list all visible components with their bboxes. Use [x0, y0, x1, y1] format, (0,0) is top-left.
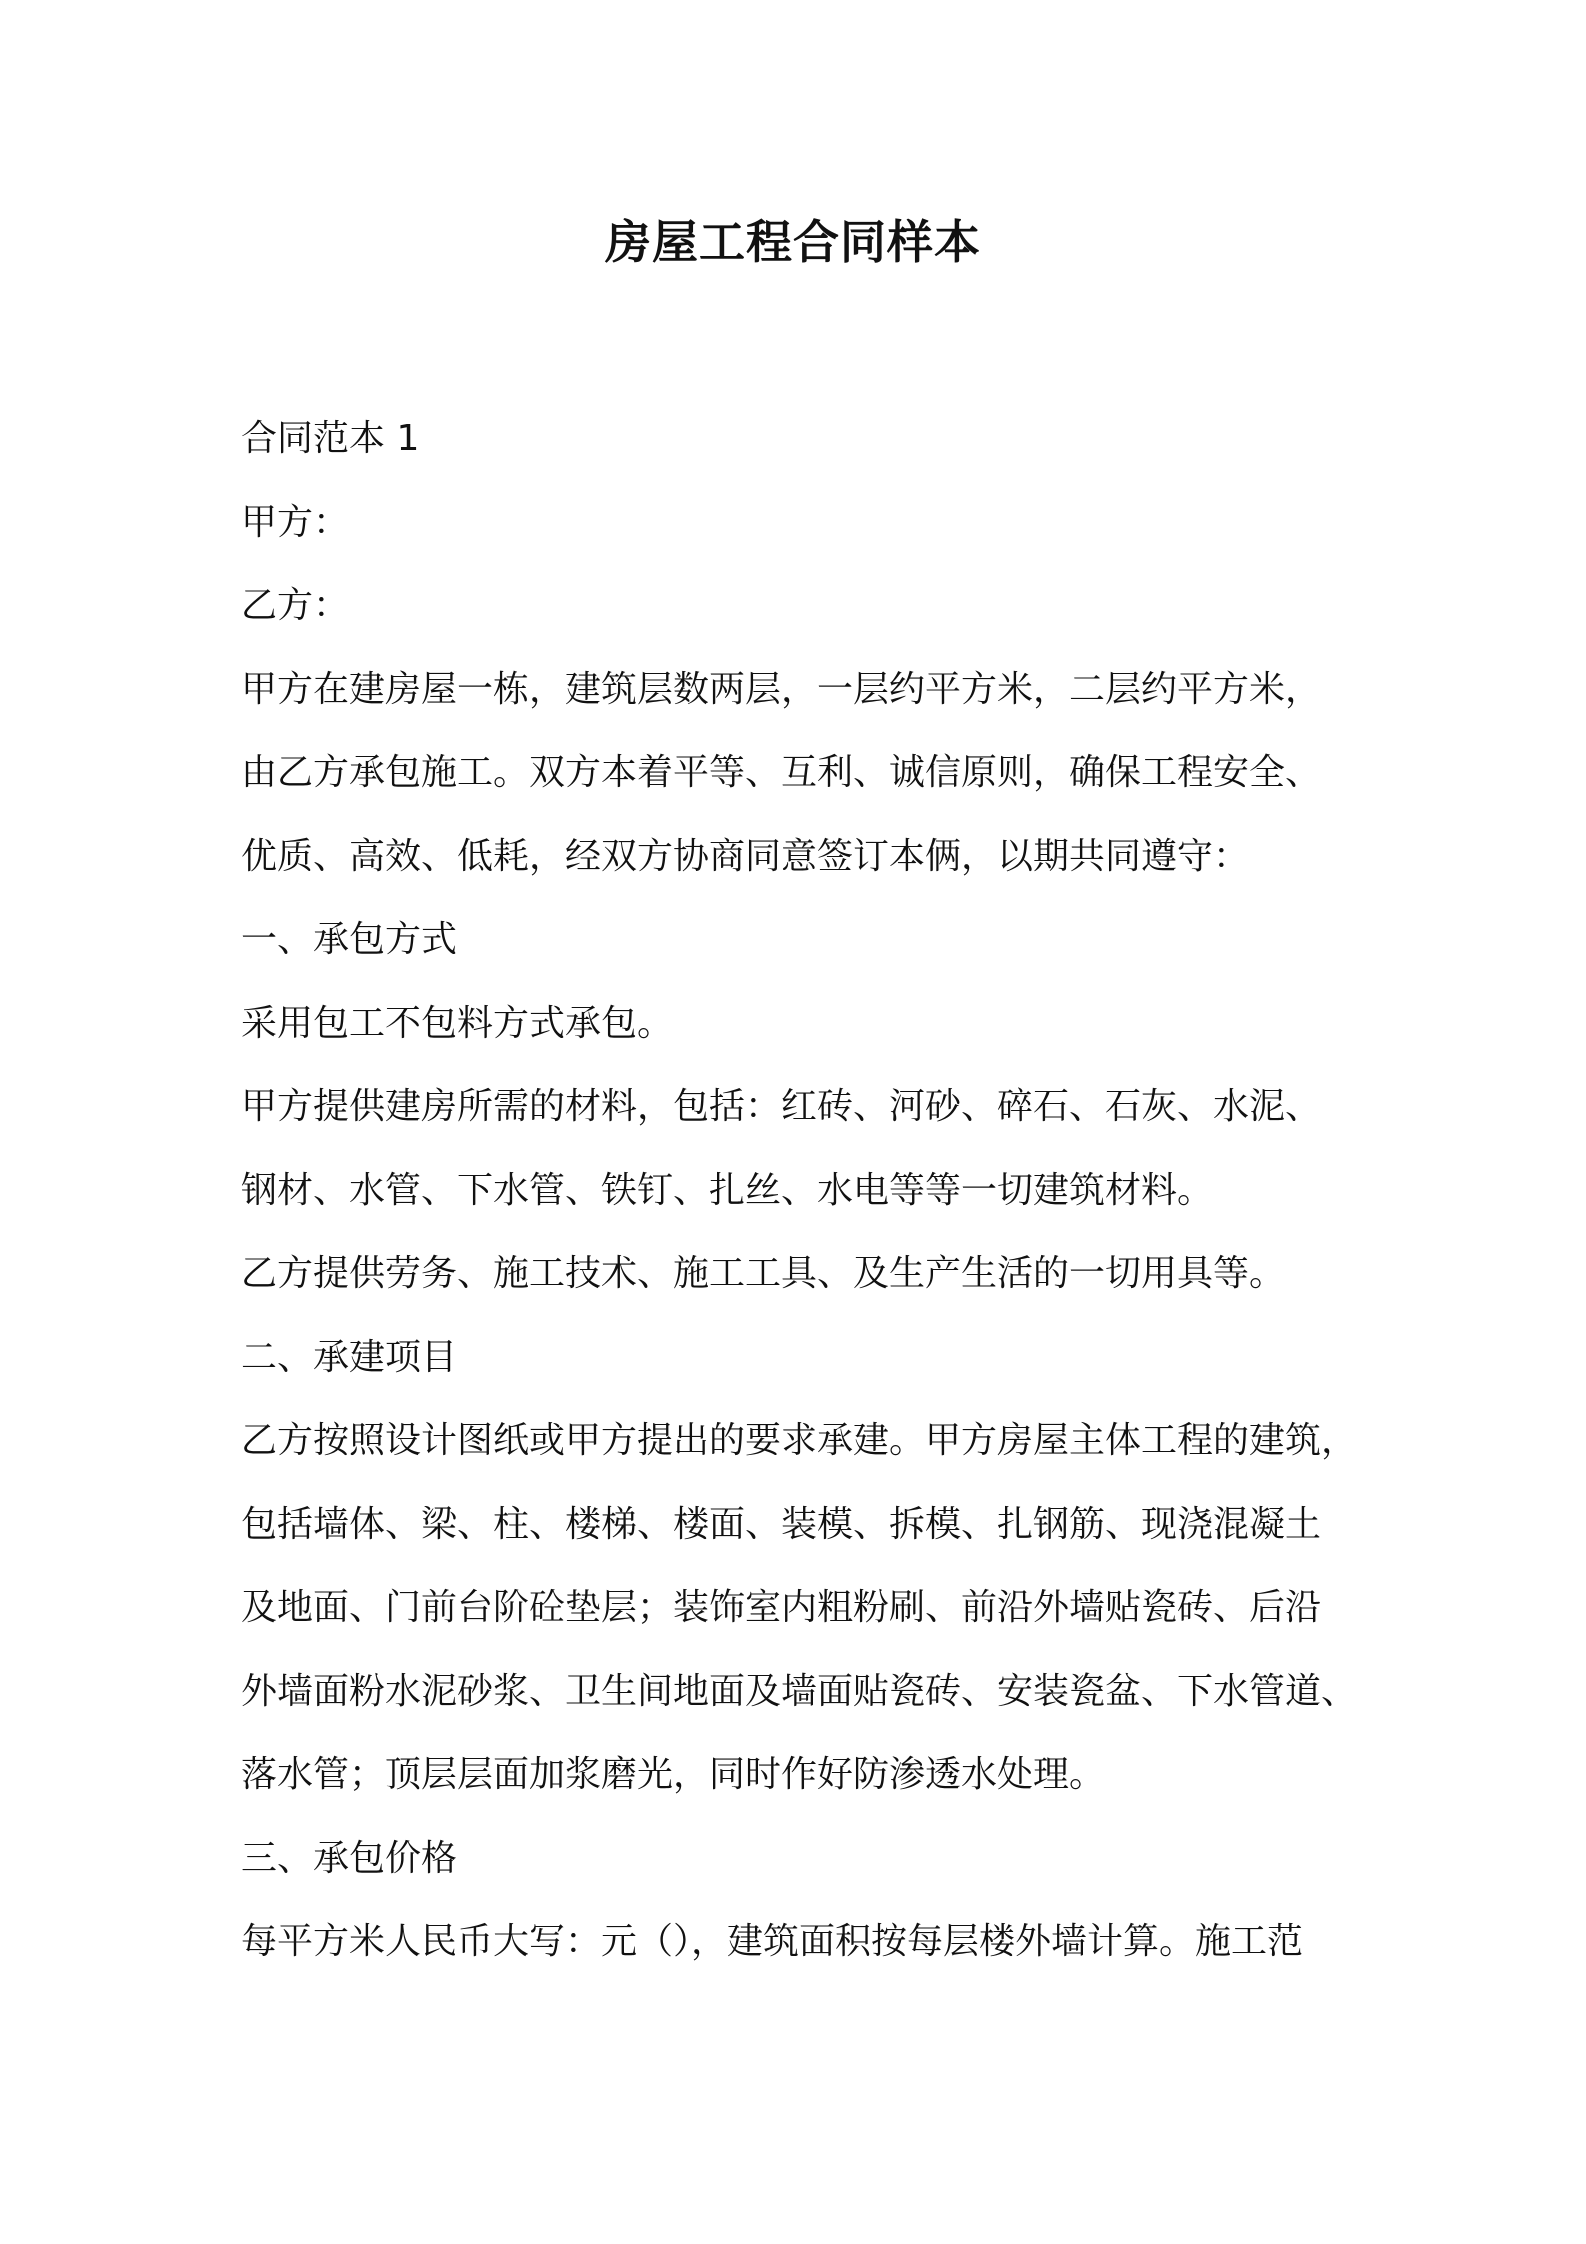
party-a-line: 甲方： [241, 501, 350, 543]
paragraph-line: 钢材、水管、下水管、铁钉、扎丝、水电等等一切建筑材料。 [241, 1169, 1214, 1211]
paragraph-line: 采用包工不包料方式承包。 [241, 1002, 674, 1044]
paragraph-line: 每平方米人民币大写：元（），建筑面积按每层楼外墙计算。施工范 [241, 1921, 1304, 1962]
paragraph-line: 外墙面粉水泥砂浆、卫生间地面及墙面贴瓷砖、安装瓷盆、下水管道、 [241, 1670, 1358, 1712]
paragraph-line: 乙方提供劳务、施工技术、施工工具、及生产生活的一切用具等。 [241, 1253, 1286, 1294]
paragraph-line: 乙方按照设计图纸或甲方提出的要求承建。甲方房屋主体工程的建筑， [241, 1420, 1358, 1461]
party-b-line: 乙方： [241, 585, 350, 626]
paragraph-line: 及地面、门前台阶砼垫层；装饰室内粗粉刷、前沿外墙贴瓷砖、后沿 [241, 1587, 1322, 1628]
document-body [241, 405, 1391, 1992]
paragraph-line: 由乙方承包施工。双方本着平等、互利、诚信原则，确保工程安全、 [241, 752, 1322, 793]
paragraph-line: 优质、高效、低耗，经双方协商同意签订本俩，以期共同遵守： [241, 835, 1250, 877]
section-heading-construction-items: 二、承建项目 [241, 1336, 458, 1378]
paragraph-line: 甲方提供建房所需的材料，包括：红砖、河砂、碎石、石灰、水泥、 [241, 1086, 1322, 1127]
paragraph-line: 甲方在建房屋一栋，建筑层数两层，一层约平方米，二层约平方米， [241, 668, 1322, 710]
paragraph-line: 落水管；顶层层面加浆磨光，同时作好防渗透水处理。 [241, 1754, 1106, 1795]
contract-sample-heading: 合同范本 1 [241, 418, 420, 459]
paragraph-line: 包括墙体、梁、柱、楼梯、楼面、装模、拆模、扎钢筋、现浇混凝土 [241, 1503, 1322, 1545]
section-heading-contract-method: 一、承包方式 [241, 919, 458, 960]
section-heading-contract-price: 三、承包价格 [241, 1837, 458, 1879]
document-title: 房屋工程合同样本 [605, 215, 981, 269]
